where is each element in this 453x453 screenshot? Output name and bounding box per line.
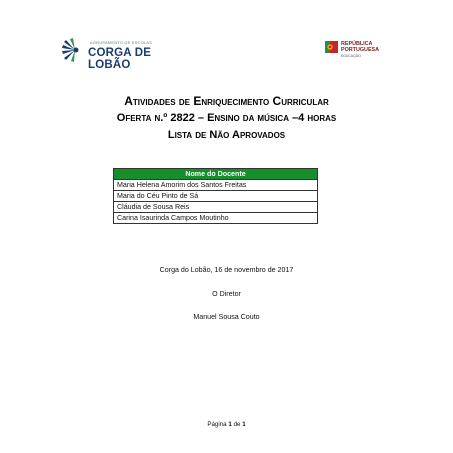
column-header-teacher-name: Nome do Docente [114, 169, 318, 180]
list-title: Lista de Não Aprovados [167, 129, 286, 141]
signatory-name: Manuel Sousa Couto [193, 313, 260, 321]
school-emblem-icon [62, 38, 88, 62]
gov-line-3: EDUCAÇÃO [341, 54, 361, 58]
gov-line-2: PORTUGUESA [341, 47, 380, 53]
school-logo [62, 38, 192, 71]
teacher-name-cell: Cláudia de Sousa Reis [114, 202, 318, 213]
table-row [114, 191, 318, 202]
teachers-table [113, 168, 318, 224]
page-current: 1 [228, 421, 232, 428]
offer-title: Oferta n.º 2822 – Ensino da música –4 horas [116, 112, 337, 124]
teacher-name-cell: Carina Isaurinda Campos Moutinho [114, 213, 318, 224]
gov-line-1: REPÚBLICA [341, 41, 373, 47]
teacher-name-cell: Maria Helena Amorim dos Santos Freitas [114, 180, 318, 191]
place-date: Corga do Lobão, 16 de novembro de 2017 [159, 266, 294, 274]
government-logo [325, 41, 395, 61]
page-label: Página [207, 421, 227, 428]
table-header-row [114, 169, 318, 180]
document-title: Atividades de Enriquecimento Curricular [124, 94, 329, 108]
table-row [114, 180, 318, 191]
school-subtitle: AGRUPAMENTO DE ESCOLAS [90, 40, 153, 45]
signatory-role: O Diretor [212, 290, 241, 298]
page-total: 1 [242, 421, 246, 428]
flag-icon [325, 41, 338, 53]
page-number [0, 421, 453, 428]
table-row [114, 213, 318, 224]
table-row [114, 202, 318, 213]
page-of: de [233, 421, 241, 428]
teacher-name-cell: Maria do Céu Pinto de Sá [114, 191, 318, 202]
school-name: CORGA DE LOBÃO [88, 47, 152, 71]
